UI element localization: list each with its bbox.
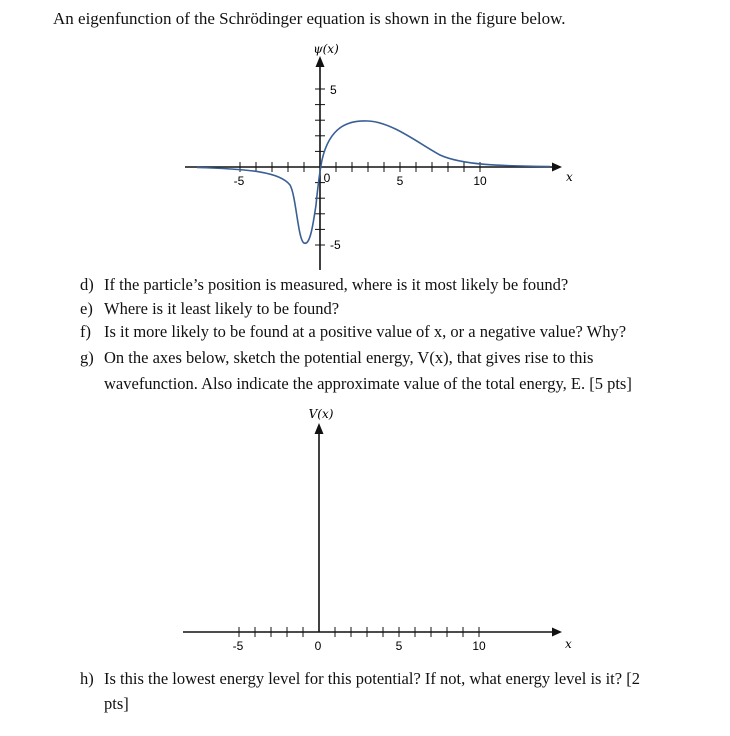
question-h-continued: pts] xyxy=(104,694,129,713)
question-d-label: d) xyxy=(80,275,94,294)
question-f-text: Is it more likely to be found at a positive value of x, or a negative value? Why? xyxy=(104,322,627,341)
question-e xyxy=(80,297,339,320)
psi-curve xyxy=(197,121,550,243)
v-tick-label-x0: 0 xyxy=(314,639,322,653)
psi-tick-label-xm5: -5 xyxy=(233,174,245,188)
question-h-text: Is this the lowest energy level for this potential? If not, what energy level is it? [2 xyxy=(104,669,640,688)
v-x-label: x xyxy=(565,637,572,651)
psi-tick-label-x10: 10 xyxy=(473,174,487,188)
question-e-text: Where is it least likely to be found? xyxy=(104,299,340,318)
question-f-label: f) xyxy=(80,322,91,341)
question-h-label: h) xyxy=(80,669,94,688)
question-g-label: g) xyxy=(80,348,94,367)
psi-plot xyxy=(185,42,573,270)
psi-x-label: x xyxy=(566,170,573,184)
intro-text: An eigenfunction of the Schrödinger equation is shown in the figure below. xyxy=(53,9,566,28)
v-y-axis-arrow-icon xyxy=(315,423,324,434)
question-g-text: On the axes below, sketch the potential energy, V(x), that gives rise to this xyxy=(104,348,594,367)
psi-tick-label-x5: 5 xyxy=(396,174,404,188)
question-g xyxy=(80,346,593,369)
v-x-axis-arrow-icon xyxy=(552,628,562,637)
question-e-label: e) xyxy=(80,299,93,318)
psi-y-label: ψ(x) xyxy=(313,42,339,56)
question-g-continued: wavefunction. Also indicate the approximate value of the total energy, E. [5 pts] xyxy=(104,374,632,393)
psi-x-axis-arrow-icon xyxy=(552,163,562,172)
psi-tick-label-x0: 0 xyxy=(323,171,331,185)
question-d-text: If the particle’s position is measured, where is it most likely be found? xyxy=(104,275,569,294)
v-tick-label-x10: 10 xyxy=(472,639,486,653)
question-f xyxy=(80,320,626,343)
v-tick-label-xm5: -5 xyxy=(232,639,244,653)
psi-tick-label-y5: 5 xyxy=(330,83,337,97)
psi-tick-label-ym5: -5 xyxy=(330,238,341,252)
question-d xyxy=(80,273,568,296)
question-h xyxy=(80,667,640,690)
potential-plot[interactable] xyxy=(183,407,572,653)
v-y-label: V(x) xyxy=(308,407,334,421)
v-tick-label-x5: 5 xyxy=(395,639,403,653)
psi-y-axis-arrow-icon xyxy=(316,56,325,67)
